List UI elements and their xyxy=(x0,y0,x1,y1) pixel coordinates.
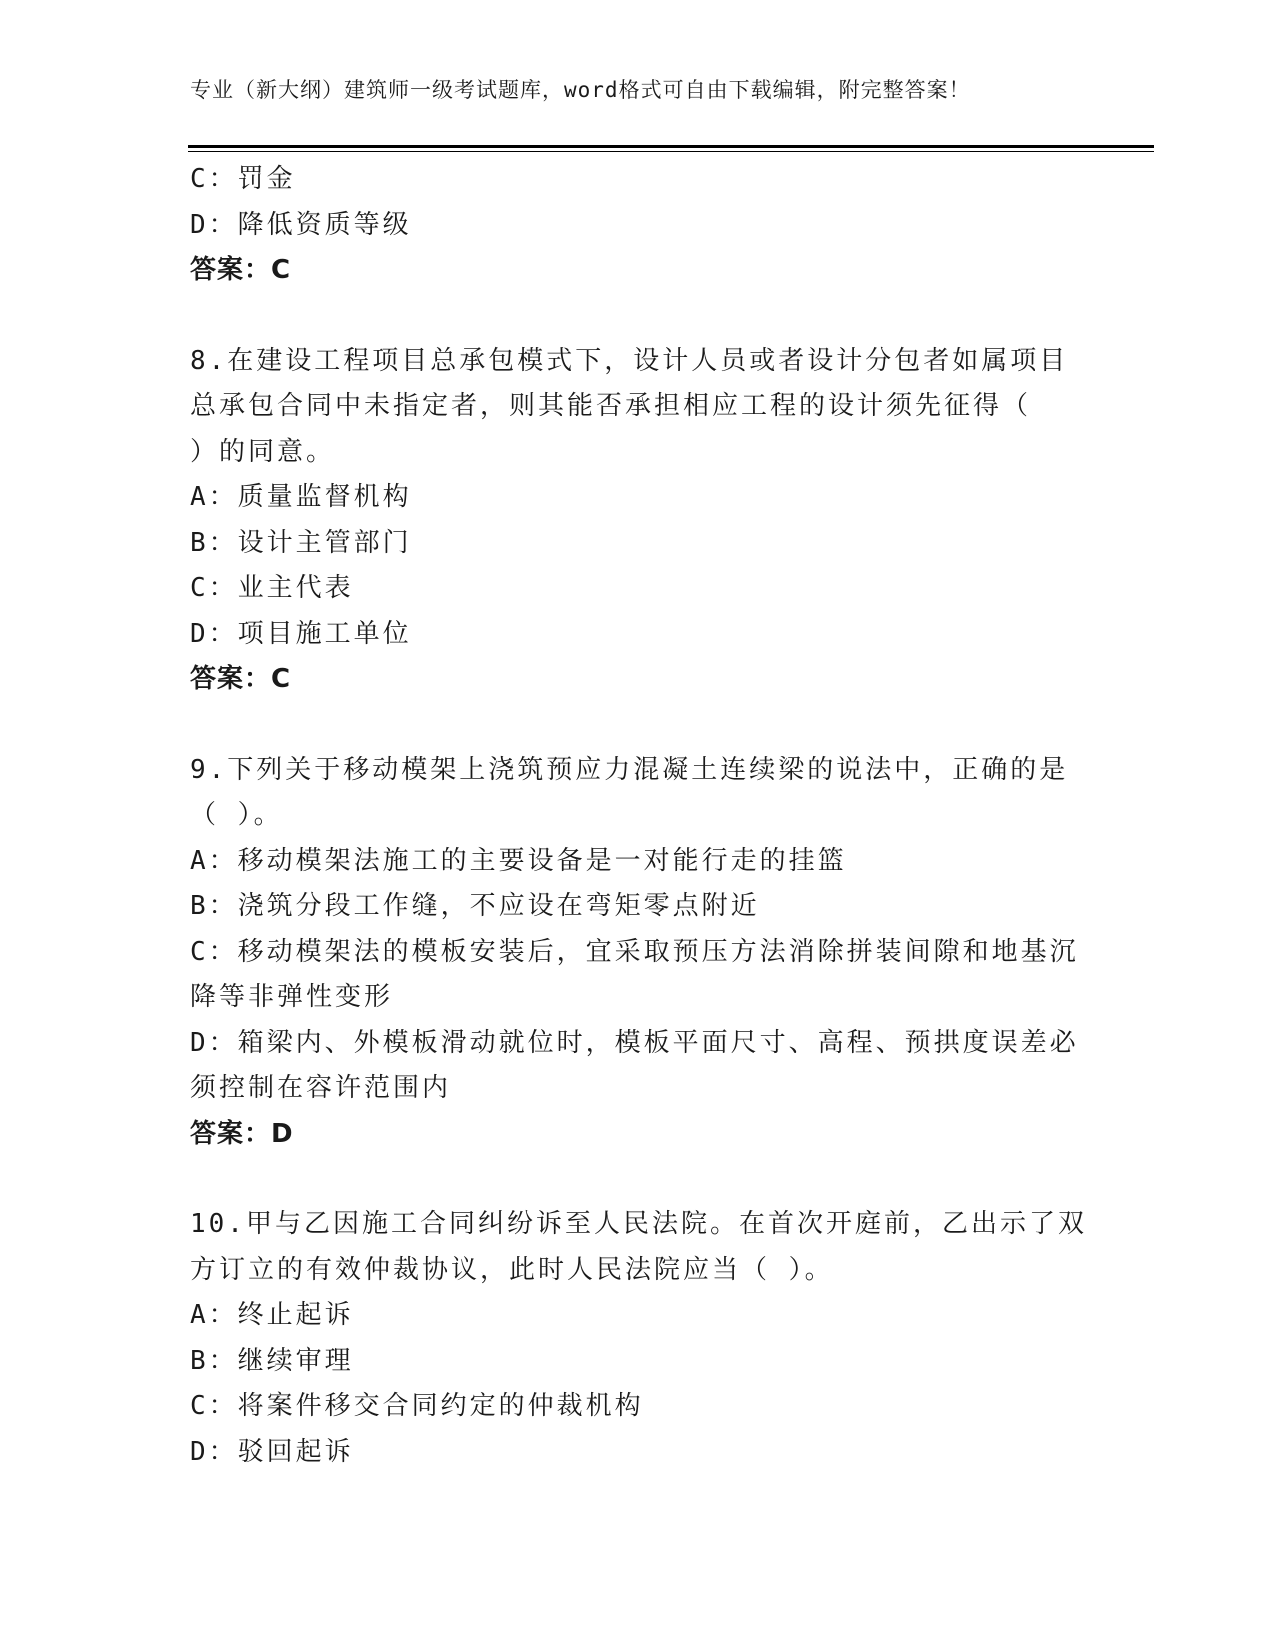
option-c: C：移动模架法的模板安装后，宜采取预压方法消除拼装间隙和地基沉 xyxy=(190,936,1079,967)
document-body xyxy=(190,157,1090,1475)
option-c: C：罚金 xyxy=(190,164,296,194)
question-text: 10.甲与乙因施工合同纠纷诉至人民法院。在首次开庭前，乙出示了双 xyxy=(190,1209,1087,1239)
option-c: C：将案件移交合同约定的仲裁机构 xyxy=(190,1391,644,1421)
option-d: D：箱梁内、外模板滑动就位时，模板平面尺寸、高程、预拱度误差必 xyxy=(190,1027,1079,1058)
option-d: D：降低资质等级 xyxy=(190,209,412,240)
option-d-continued: 须控制在容许范围内 xyxy=(190,1073,452,1103)
option-b: B：设计主管部门 xyxy=(190,527,412,558)
question-10 xyxy=(190,1202,1090,1475)
option-a: A：质量监督机构 xyxy=(190,482,412,512)
question-8 xyxy=(190,339,1090,703)
option-a: A：终止起诉 xyxy=(190,1300,354,1330)
question-text: （ ）。 xyxy=(190,800,283,830)
option-b: B：浇筑分段工作缝，不应设在弯矩零点附近 xyxy=(190,891,760,921)
question-9 xyxy=(190,748,1090,1158)
answer-line: 答案：C xyxy=(190,664,292,694)
option-d: D：项目施工单位 xyxy=(190,618,412,649)
header-divider-thick xyxy=(188,145,1154,148)
header-divider-thin xyxy=(188,151,1154,152)
answer-line: 答案：C xyxy=(190,255,292,285)
question-text: ）的同意。 xyxy=(190,436,336,467)
page-header-title: 专业（新大纲）建筑师一级考试题库，word格式可自由下载编辑，附完整答案！ xyxy=(190,78,971,102)
option-a: A：移动模架法施工的主要设备是一对能行走的挂篮 xyxy=(190,845,847,876)
option-d: D：驳回起诉 xyxy=(190,1436,354,1467)
question-text: 8.在建设工程项目总承包模式下，设计人员或者设计分包者如属项目 xyxy=(190,345,1069,376)
question-7-tail xyxy=(190,157,1090,294)
question-text: 9.下列关于移动模架上浇筑预应力混凝土连续梁的说法中，正确的是 xyxy=(190,754,1069,785)
question-text: 方订立的有效仲裁协议，此时人民法院应当（ ）。 xyxy=(190,1254,834,1285)
option-b: B：继续审理 xyxy=(190,1345,354,1376)
option-c-continued: 降等非弹性变形 xyxy=(190,982,394,1012)
option-c: C：业主代表 xyxy=(190,573,354,603)
question-text: 总承包合同中未指定者，则其能否承担相应工程的设计须先征得（ xyxy=(190,391,1032,421)
answer-line: 答案：D xyxy=(190,1118,294,1149)
